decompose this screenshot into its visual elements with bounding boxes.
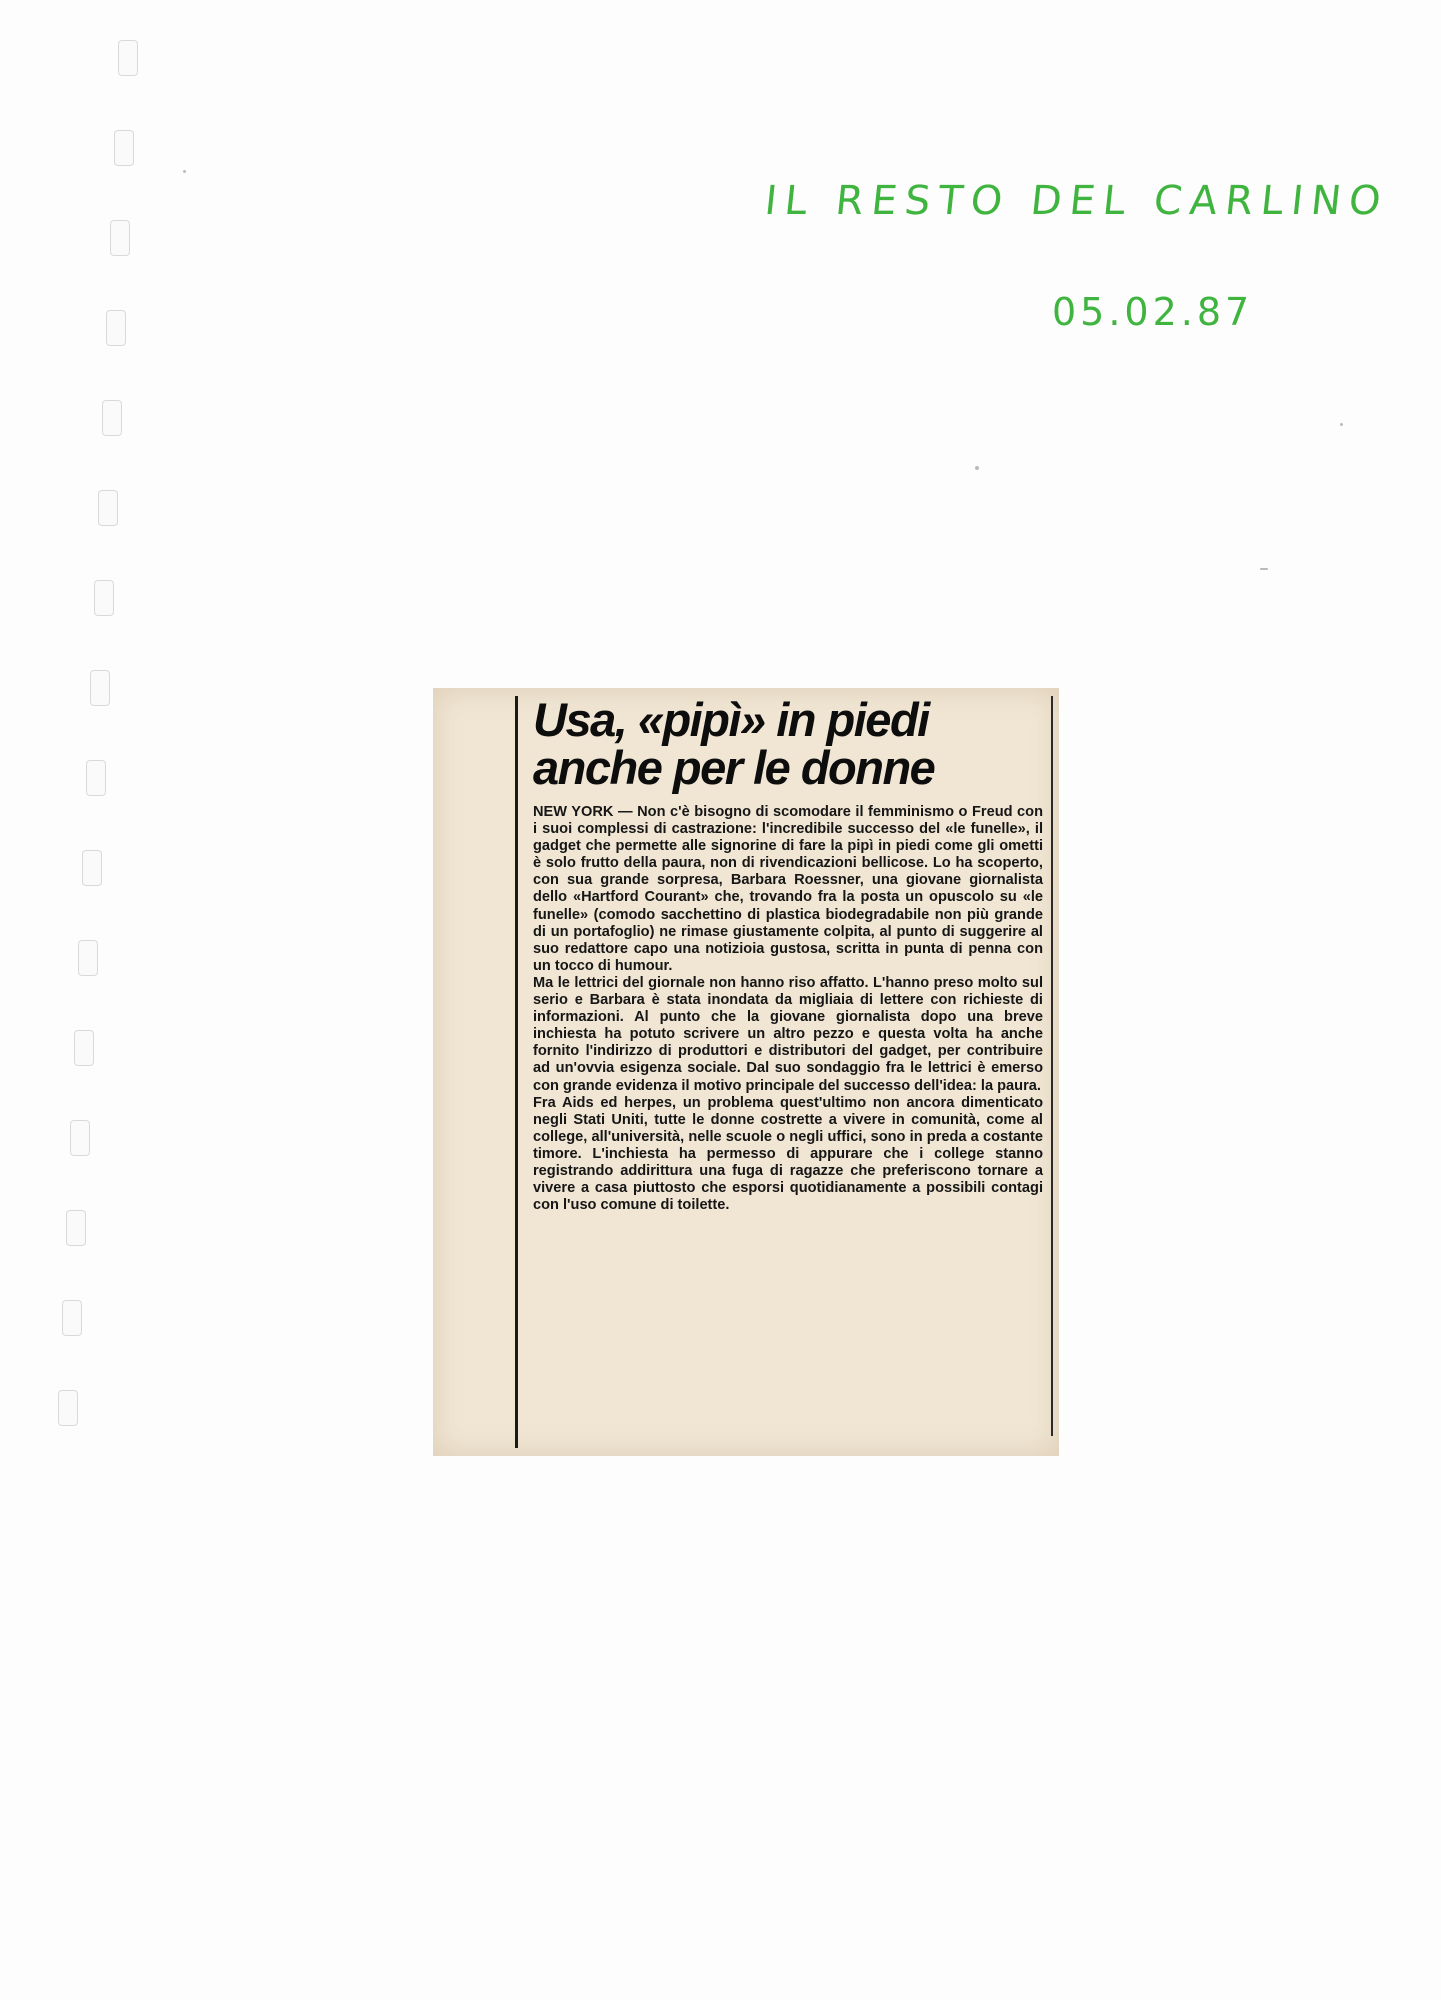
article-body (533, 804, 1043, 1214)
headline-line-2: anche per le donne (533, 741, 935, 794)
handwritten-newspaper-name: IL RESTO DEL CARLINO (762, 178, 1391, 224)
binder-hole (82, 850, 102, 886)
binder-hole (86, 760, 106, 796)
article-paragraph: Ma le lettrici del giornale non hanno riso affatto. L'hanno preso molto sul serio e Barbara è stata inondata da migliaia di lettere con richieste di informazioni. Al punto che la giovane giornalista dopo una breve inchiesta ha potuto scrivere un altro pezzo e questa volta ha anche fornito l'indirizzo di produttori e distributori del gadget, per contribuire ad un'ovvia esigenza sociale. Dal suo sondaggio fra le lettrici è emerso con grande evidenza il motivo principale del successo dell'idea: la paura. (533, 974, 1043, 1094)
newspaper-clipping (433, 688, 1059, 1456)
binder-hole (98, 490, 118, 526)
binder-hole (118, 40, 138, 76)
article-paragraph: NEW YORK — Non c'è bisogno di scomodare il femminismo o Freud con i suoi complessi di castrazione: l'incredibile successo del «le funelle», il gadget che permette alle signorine di fare la pipì in piedi come gli ometti è solo frutto della paura, non di rivendicazioni bellicose. Lo ha scoperto, con sua grande sorpresa, Barbara Roessner, una giovane giornalista dello «Hartford Courant» che, trovando fra la posta un opuscolo su «le funelle» (comodo sacchettino di plastica biodegradabile non più grande di un portafoglio) ne rimase giustamente colpita, al punto di suggerire al suo redattore capo una notizioia gustosa, scritta in punta di penna con un tocco di humour. (533, 804, 1043, 974)
headline-line-1: Usa, «pipì» in piedi (533, 693, 929, 746)
binder-holes (52, 30, 142, 1630)
article-headline (533, 693, 1043, 794)
binder-hole (58, 1390, 78, 1426)
article-paragraph: Fra Aids ed herpes, un problema quest'ultimo non ancora dimenticato negli Stati Uniti, tutte le donne costrette a vivere in comunità, come al college, all'università, nelle scuole o negli uffici, sono in preda a costante timore. L'inchiesta ha permesso di appurare che i college stanno registrando addirittura una fuga di ragazze che preferiscono tornare a vivere a casa piuttosto che esporsi quotidianamente a possibili contagi con l'uso comune di toilette. (533, 1094, 1043, 1214)
binder-hole (66, 1210, 86, 1246)
column-rule-right (1051, 696, 1053, 1436)
column-rule-left (515, 696, 518, 1448)
handwritten-date: 05.02.87 (1052, 290, 1254, 334)
scan-speck (1340, 423, 1343, 426)
binder-hole (74, 1030, 94, 1066)
article (533, 693, 1043, 1214)
binder-hole (114, 130, 134, 166)
scan-speck (183, 170, 186, 173)
scan-speck (975, 466, 979, 470)
binder-hole (90, 670, 110, 706)
scan-speck (1260, 568, 1268, 570)
binder-hole (70, 1120, 90, 1156)
binder-hole (110, 220, 130, 256)
binder-hole (78, 940, 98, 976)
binder-hole (102, 400, 122, 436)
binder-hole (62, 1300, 82, 1336)
binder-hole (94, 580, 114, 616)
binder-hole (106, 310, 126, 346)
